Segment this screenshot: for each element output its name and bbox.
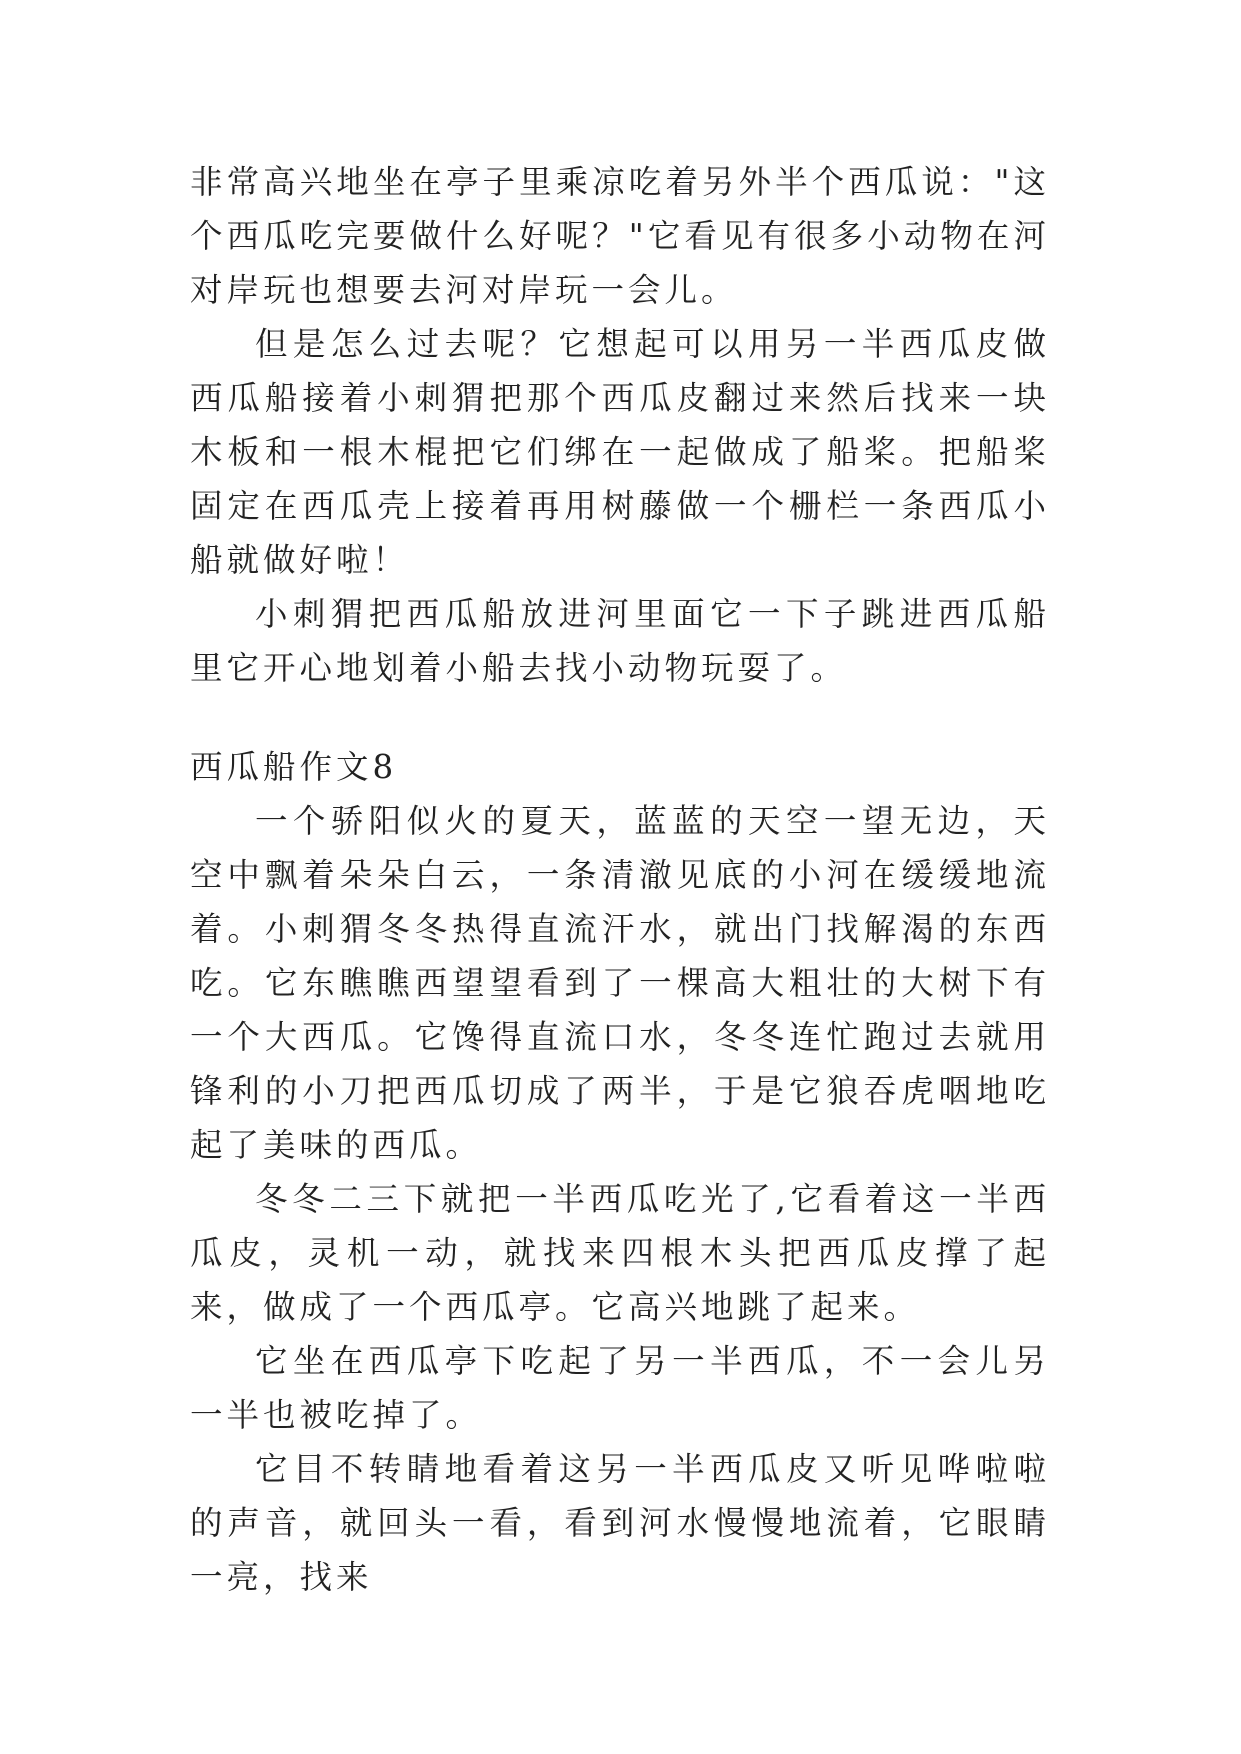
document-body (190, 155, 1050, 1604)
paragraph: 小刺猬把西瓜船放进河里面它一下子跳进西瓜船里它开心地划着小船去找小动物玩耍了。 (190, 595, 1050, 687)
paragraph: 它坐在西瓜亭下吃起了另一半西瓜，不一会儿另一半也被吃掉了。 (190, 1342, 1050, 1434)
paragraph: 冬冬二三下就把一半西瓜吃光了,它看着这一半西瓜皮，灵机一动，就找来四根木头把西瓜皮撑了起来，做成了一个西瓜亭。它高兴地跳了起来。 (190, 1180, 1050, 1326)
paragraph-continued: 非常高兴地坐在亭子里乘凉吃着另外半个西瓜说："这个西瓜吃完要做什么好呢？"它看见有很多小动物在河对岸玩也想要去河对岸玩一会儿。 (190, 163, 1050, 309)
section-heading: 西瓜船作文8 (190, 748, 398, 786)
paragraph: 但是怎么过去呢？它想起可以用另一半西瓜皮做西瓜船接着小刺猬把那个西瓜皮翻过来然后找来一块木板和一根木棍把它们绑在一起做成了船桨。把船桨固定在西瓜壳上接着再用树藤做一个栅栏一条西瓜小船就做好啦！ (190, 325, 1050, 579)
paragraph: 它目不转睛地看着这另一半西瓜皮又听见哗啦啦的声音，就回头一看，看到河水慢慢地流着，它眼睛一亮，找来 (190, 1450, 1050, 1596)
section-spacer (190, 695, 1050, 740)
paragraph: 一个骄阳似火的夏天，蓝蓝的天空一望无边，天空中飘着朵朵白云，一条清澈见底的小河在缓缓地流着。小刺猬冬冬热得直流汗水，就出门找解渴的东西吃。它东瞧瞧西望望看到了一棵高大粗壮的大树下有一个大西瓜。它馋得直流口水，冬冬连忙跑过去就用锋利的小刀把西瓜切成了两半，于是它狼吞虎咽地吃起了美味的西瓜。 (190, 802, 1050, 1164)
